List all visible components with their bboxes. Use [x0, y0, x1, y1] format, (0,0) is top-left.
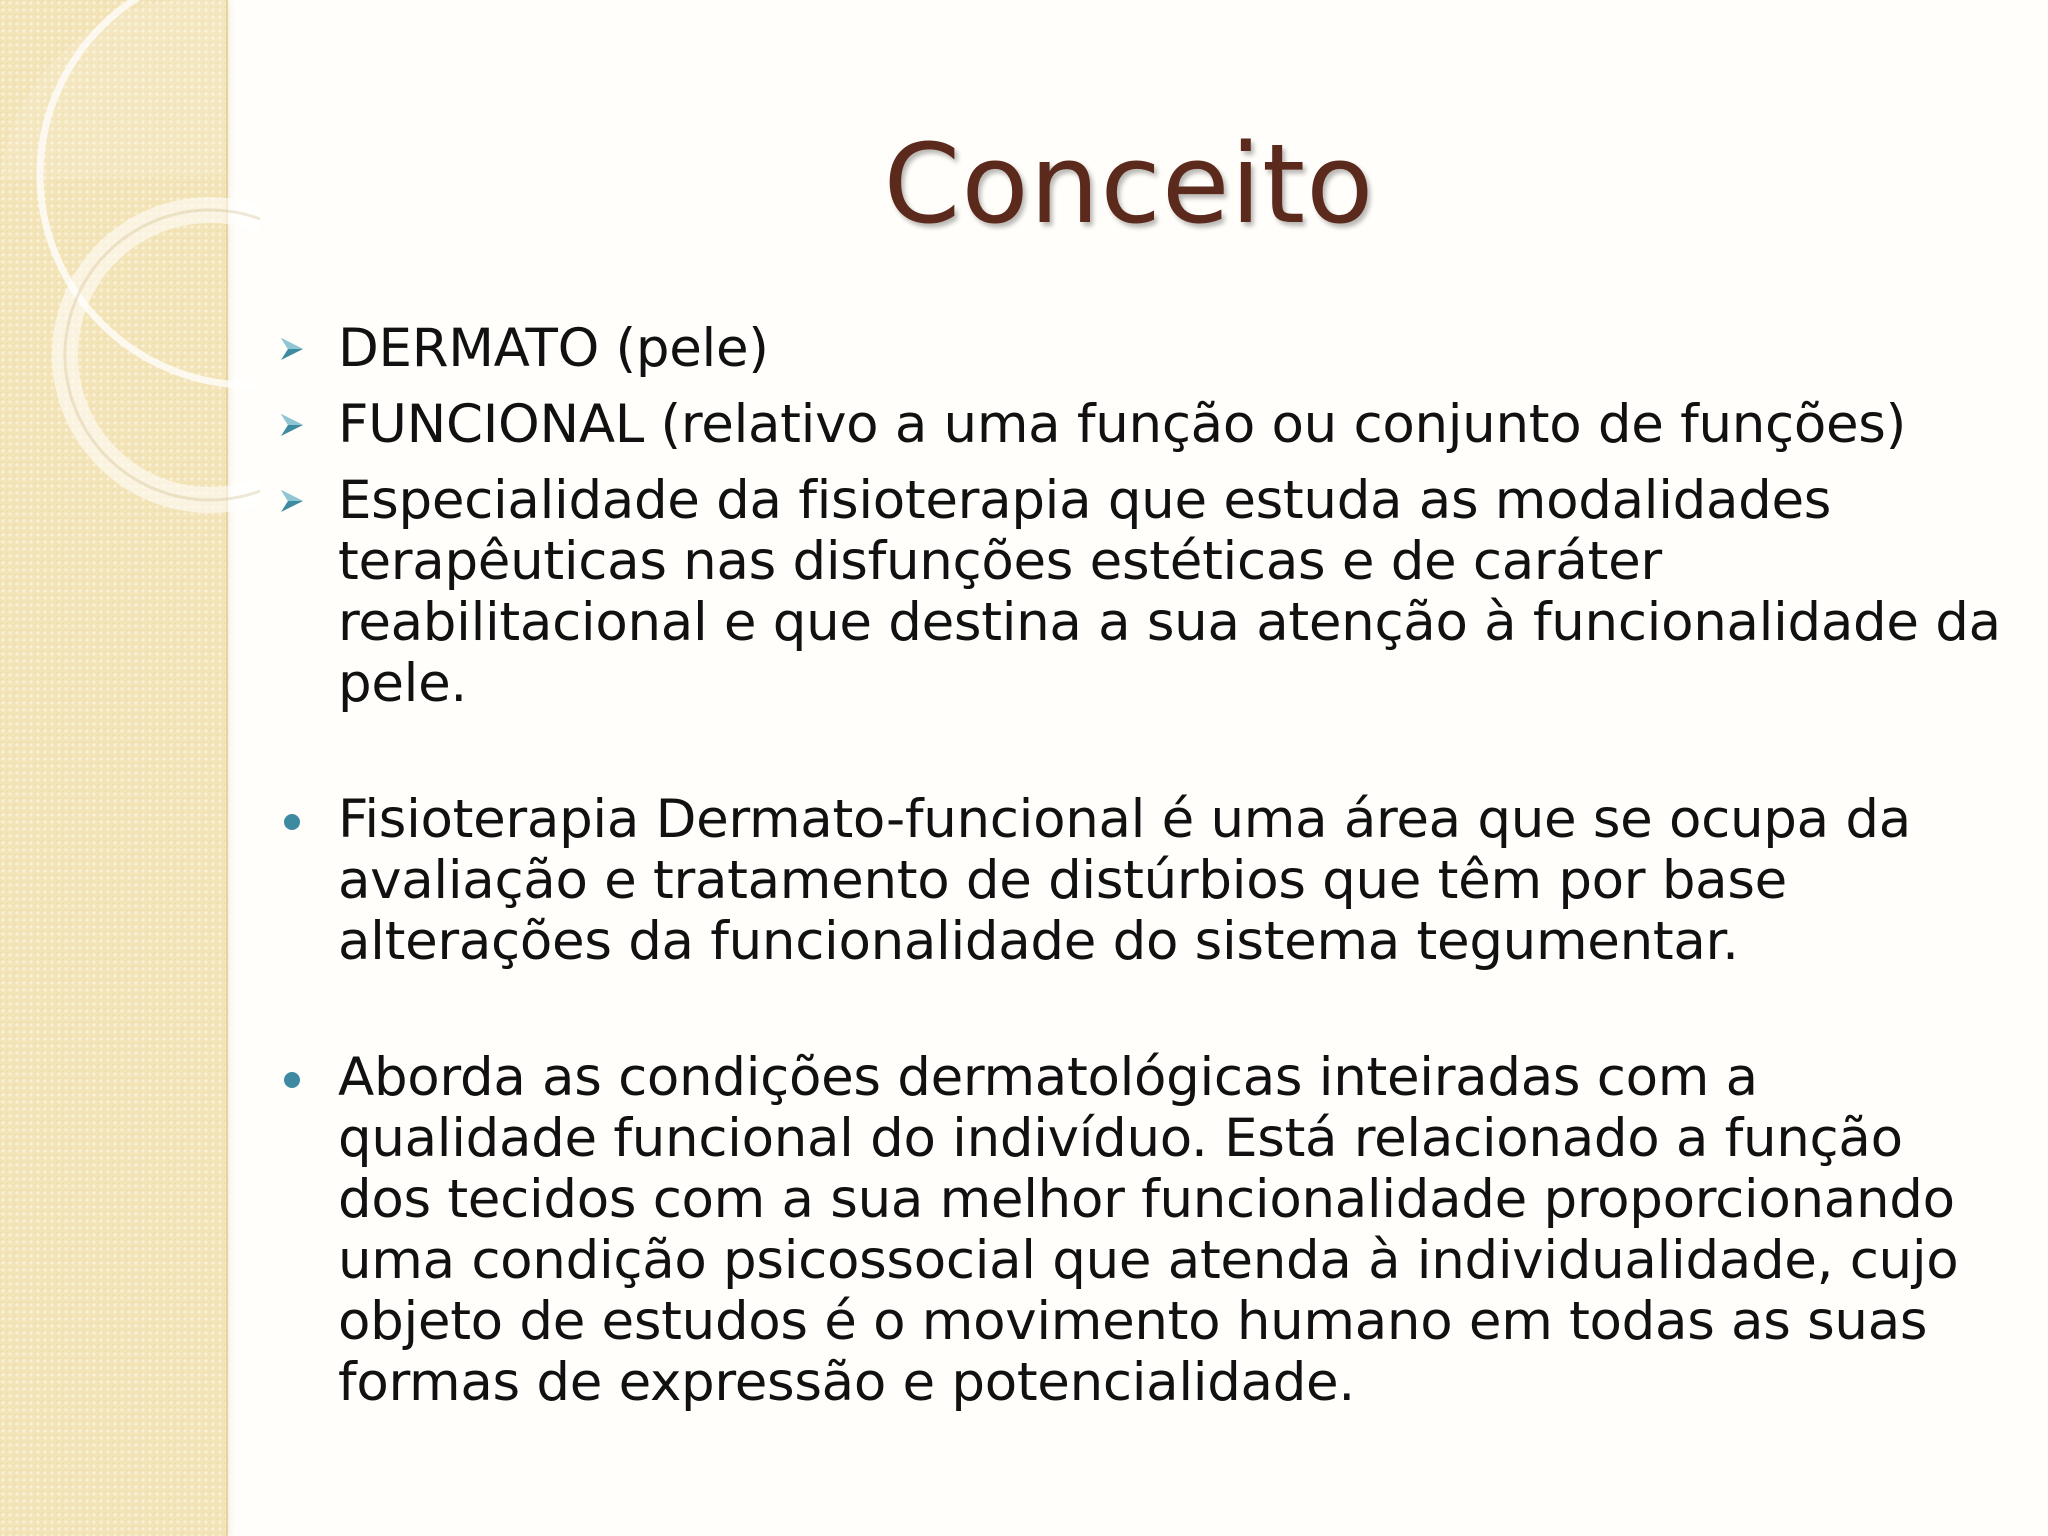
dot-bullet-icon: [272, 789, 312, 850]
slide-title: Conceito: [883, 120, 1375, 248]
list-item: [272, 394, 2012, 455]
arrow-bullet-icon: [272, 318, 312, 379]
dot-bullet-icon: [272, 1047, 312, 1108]
arrow-bullet-icon: [272, 394, 312, 455]
list-item-text: Fisioterapia Dermato-funcional é uma área que se ocupa da avaliação e tratamento de distúrbios que têm por base alterações da funcionalidade do sistema tegumentar.: [338, 789, 1911, 972]
list-item-text: Especialidade da fisioterapia que estuda as modalidades terapêuticas nas disfunções estéticas e de caráter reabilitacional e que destina a sua atenção à funcionalidade da pele.: [338, 470, 2001, 714]
bullet-list: [272, 318, 2012, 1413]
list-item-text: Aborda as condições dermatológicas inteiradas com a qualidade funcional do indivíduo. Está relacionado a função dos tecidos com a sua melhor funcionalidade proporcionando uma condição psicossocial que atenda à individualidade, cujo objeto de estudos é o movimento humano em todas as suas formas de expressão e potencialidade.: [338, 1047, 1959, 1413]
list-item-text: FUNCIONAL (relativo a uma função ou conjunto de funções): [338, 394, 1906, 455]
list-item: [272, 318, 2012, 379]
list-item: [272, 789, 2012, 972]
arrow-bullet-icon: [272, 470, 312, 531]
list-item: [272, 470, 2012, 714]
decorative-rings-icon: [0, 0, 260, 520]
list-item-text: DERMATO (pele): [338, 318, 769, 379]
list-item: [272, 1047, 2012, 1413]
